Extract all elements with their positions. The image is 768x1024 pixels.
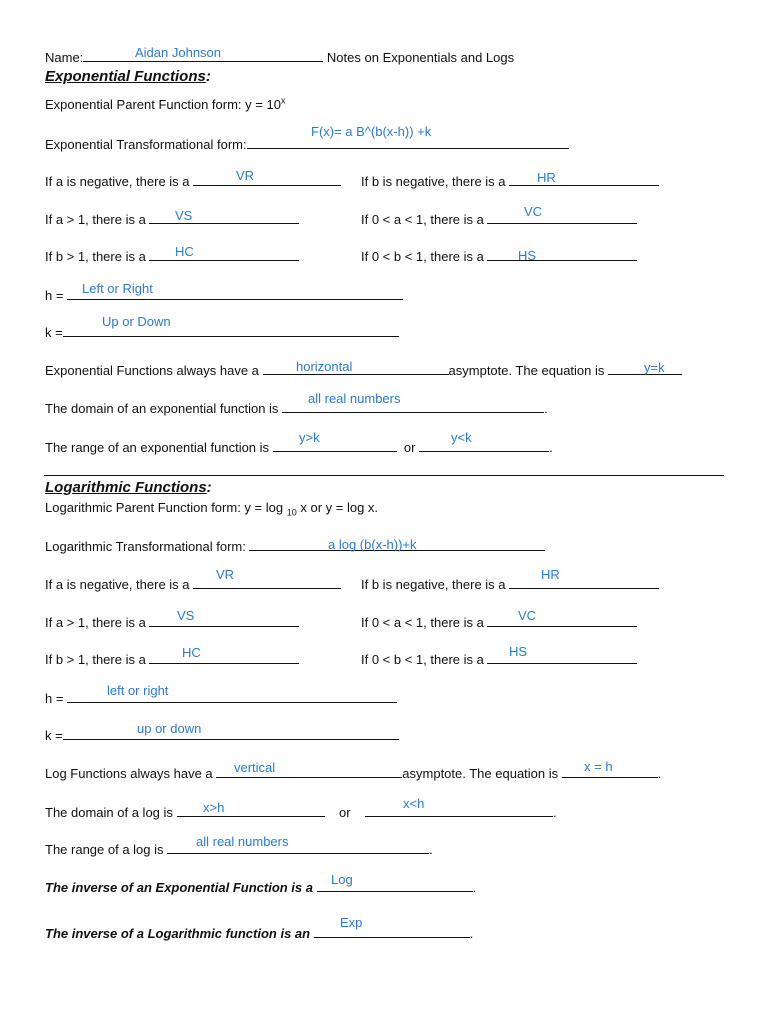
name-label: Name:	[45, 50, 84, 65]
exp-domain-row: The domain of an exponential function is .	[45, 401, 548, 416]
log-asym-row: Log Functions always have a asymptote. The equation is .	[45, 766, 662, 781]
exp-b-neg-answer[interactable]: HR	[537, 170, 556, 185]
exp-asym-answer[interactable]: horizontal	[296, 359, 353, 374]
log-b-between-answer[interactable]: HS	[509, 644, 528, 659]
inverse-exp-row: The inverse of an Exponential Function is a .	[45, 880, 477, 895]
exp-k-row: k =	[45, 324, 399, 341]
log-a-neg-answer[interactable]: VR	[216, 567, 235, 582]
exp-k-answer[interactable]: Up or Down	[102, 314, 171, 329]
exp-b-gt1-row: If b > 1, there is a	[45, 248, 299, 265]
exp-b-between-answer[interactable]: HS	[518, 248, 537, 263]
log-k-answer[interactable]: up or down	[137, 721, 202, 736]
exp-range-row: The range of an exponential function is or .	[45, 440, 553, 455]
log-range-answer[interactable]: all real numbers	[196, 834, 289, 849]
inverse-log-answer[interactable]: Exp	[340, 915, 363, 930]
doc-title: Notes on Exponentials and Logs	[326, 50, 515, 65]
exp-b-gt1-answer[interactable]: HC	[175, 244, 194, 259]
log-parent-form: Logarithmic Parent Function form: y = log $_{10}$ x or y = log x.	[45, 500, 379, 518]
exp-b-between-row: If 0 < b < 1, there is a	[361, 248, 637, 265]
exp-heading: Exponential Functions:	[45, 68, 211, 85]
exp-asym-eq-answer[interactable]: y=k	[644, 360, 665, 375]
name-row	[45, 49, 514, 66]
exp-h-answer[interactable]: Left or Right	[82, 281, 153, 296]
log-domain-row: The domain of a log is or .	[45, 805, 557, 820]
log-b-neg-row: If b is negative, there is a	[361, 576, 659, 593]
log-transform-answer[interactable]: a log (b(x-h))+k	[328, 537, 417, 552]
log-domain-answer-2[interactable]: x<h	[403, 796, 425, 811]
log-b-between-row: If 0 < b < 1, there is a	[361, 651, 637, 668]
log-transform-row: Logarithmic Transformational form:	[45, 538, 545, 555]
log-a-gt1-answer[interactable]: VS	[177, 608, 195, 623]
log-asym-answer[interactable]: vertical	[234, 760, 276, 775]
log-a-neg-row: If a is negative, there is a	[45, 576, 341, 593]
log-b-neg-answer[interactable]: HR	[541, 567, 560, 582]
exp-a-gt1-row: If a > 1, there is a	[45, 211, 299, 228]
log-a-gt1-row: If a > 1, there is a	[45, 614, 299, 631]
exp-a-gt1-answer[interactable]: VS	[175, 208, 193, 223]
log-a-between-answer[interactable]: VC	[518, 608, 537, 623]
log-h-row: h =	[45, 690, 397, 707]
section-divider	[44, 475, 724, 476]
exp-range-answer-1[interactable]: y>k	[299, 430, 320, 445]
exp-transform-row: Exponential Transformational form:	[45, 136, 569, 153]
inverse-log-row: The inverse of a Logarithmic function is an .	[45, 926, 474, 941]
exp-a-neg-row: If a is negative, there is a	[45, 173, 341, 190]
log-a-between-row: If 0 < a < 1, there is a	[361, 614, 637, 631]
exp-h-row: h =	[45, 287, 403, 304]
exp-parent-form: Exponential Parent Function form: $y = 10^x$	[45, 95, 286, 112]
log-asym-eq-answer[interactable]: x = h	[584, 759, 613, 774]
exp-b-neg-row: If b is negative, there is a	[361, 173, 659, 190]
log-heading: Logarithmic Functions:	[45, 479, 212, 496]
log-range-row: The range of a log is .	[45, 842, 433, 857]
exp-range-answer-2[interactable]: y<k	[451, 430, 472, 445]
exp-a-between-row: If 0 < a < 1, there is a	[361, 211, 637, 228]
log-b-gt1-answer[interactable]: HC	[182, 645, 201, 660]
inverse-exp-answer[interactable]: Log	[331, 872, 353, 887]
log-h-answer[interactable]: left or right	[107, 683, 169, 698]
log-k-row: k =	[45, 727, 399, 744]
log-domain-answer-1[interactable]: x>h	[203, 800, 225, 815]
log-b-gt1-row: If b > 1, there is a	[45, 651, 299, 668]
exp-a-between-answer[interactable]: VC	[524, 204, 543, 219]
exp-transform-answer[interactable]: F(x)= a B^(b(x-h)) +k	[311, 124, 432, 139]
name-answer[interactable]: Aidan Johnson	[135, 45, 222, 60]
exp-asym-row: Exponential Functions always have a asymptote. The equation is	[45, 362, 682, 379]
exp-a-neg-answer[interactable]: VR	[236, 168, 255, 183]
exp-domain-answer[interactable]: all real numbers	[308, 391, 401, 406]
